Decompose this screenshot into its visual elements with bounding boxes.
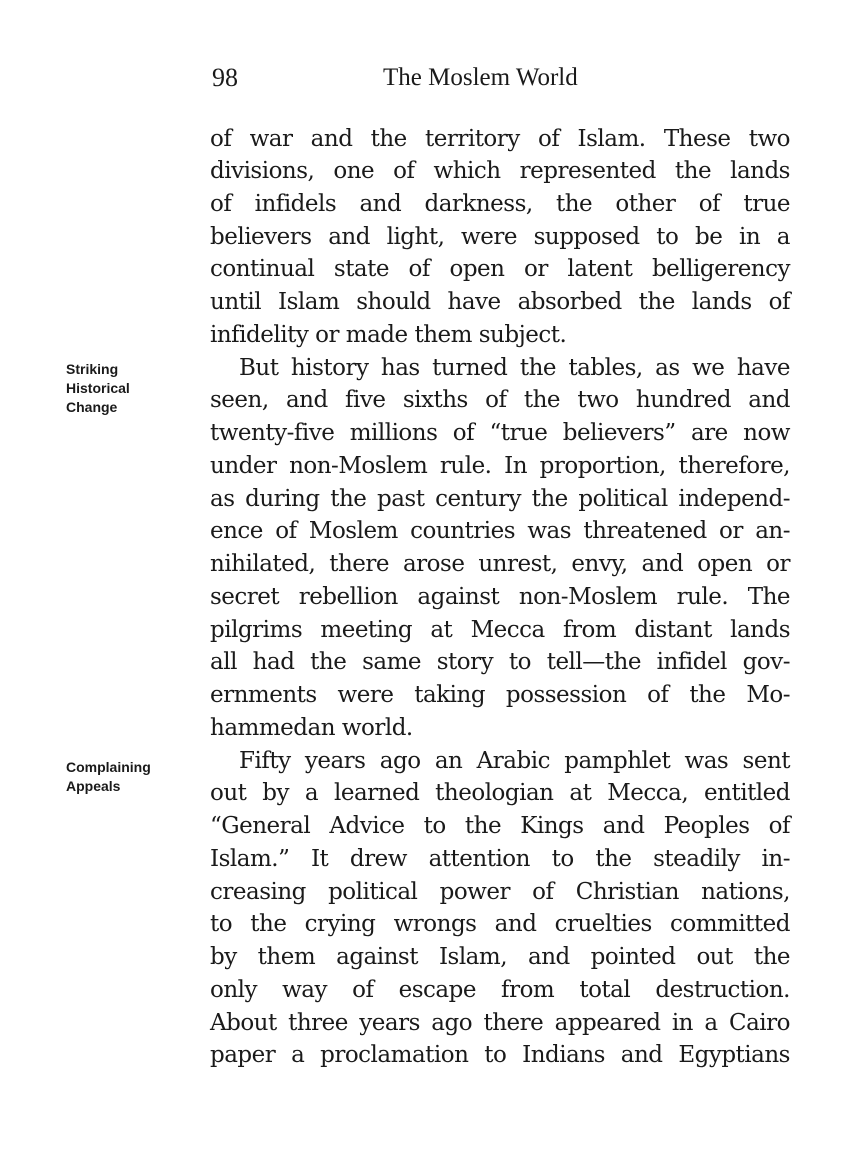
text-line: creasing political power of Christian nations,: [210, 879, 790, 905]
text-line: out by a learned theologian at Mecca, entitled: [210, 780, 790, 806]
text-line: But history has turned the tables, as we have: [239, 355, 790, 381]
margin-note-line: Striking: [66, 361, 119, 377]
page-number: 98: [212, 63, 238, 92]
margin-note-line: Historical: [66, 380, 130, 396]
text-line: “General Advice to the Kings and Peoples of: [210, 813, 790, 839]
text-line: seen, and five sixths of the two hundred and: [210, 387, 790, 413]
text-line: of infidels and darkness, the other of true: [210, 191, 790, 217]
text-line: Fifty years ago an Arabic pamphlet was sent: [239, 748, 790, 774]
text-line: until Islam should have absorbed the lands of: [210, 289, 790, 315]
margin-note-striking-historical-change: [66, 360, 186, 417]
text-line: believers and light, were supposed to be in a: [210, 224, 790, 250]
text-line: continual state of open or latent belligerency: [210, 256, 790, 282]
text-line: divisions, one of which represented the lands: [210, 158, 790, 184]
text-line: by them against Islam, and pointed out the: [210, 944, 790, 970]
running-head: The Moslem World: [383, 64, 578, 91]
margin-note-line: Change: [66, 399, 118, 415]
text-line: nihilated, there arose unrest, envy, and open or: [210, 551, 790, 577]
text-line: under non-Moslem rule. In proportion, therefore,: [210, 453, 790, 479]
margin-note-complaining-appeals: [66, 758, 186, 796]
text-line: only way of escape from total destruction.: [210, 977, 790, 1003]
text-line: infidelity or made them subject.: [210, 322, 567, 348]
text-line: About three years ago there appeared in a Cairo: [210, 1010, 790, 1036]
text-line: twenty-five millions of “true believers” are now: [210, 420, 790, 446]
text-line: ence of Moslem countries was threatened or an-: [210, 518, 790, 544]
text-line: hammedan world.: [210, 715, 413, 741]
text-line: ernments were taking possession of the Mo-: [210, 682, 790, 708]
text-line: to the crying wrongs and cruelties committed: [210, 911, 790, 937]
text-line: secret rebellion against non-Moslem rule. The: [210, 584, 790, 610]
text-line: all had the same story to tell—the infidel gov-: [210, 649, 790, 675]
text-line: pilgrims meeting at Mecca from distant lands: [210, 617, 790, 643]
margin-note-line: Appeals: [66, 778, 121, 794]
text-line: as during the past century the political independ-: [210, 486, 790, 512]
text-line: of war and the territory of Islam. These two: [210, 126, 790, 152]
text-line: paper a proclamation to Indians and Egyptians: [210, 1042, 790, 1068]
margin-note-line: Complaining: [66, 759, 151, 775]
text-line: Islam.” It drew attention to the steadily in-: [210, 846, 790, 872]
